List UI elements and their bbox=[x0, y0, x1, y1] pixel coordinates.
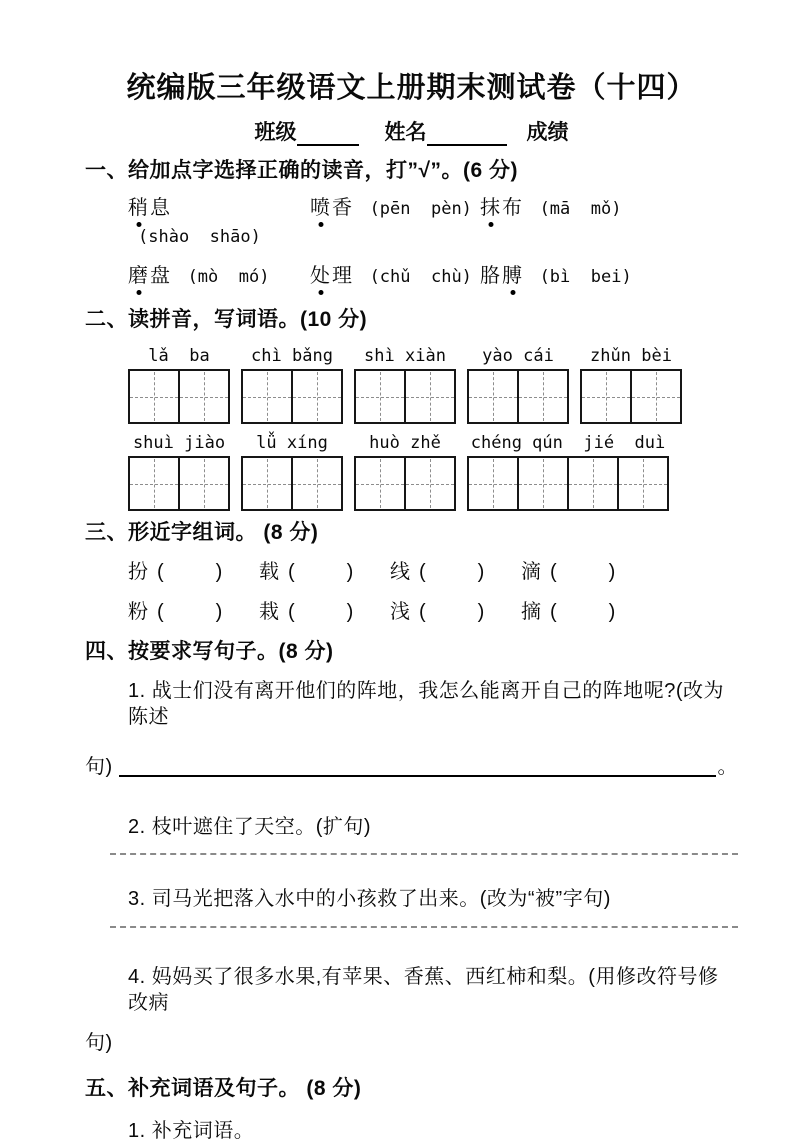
student-info-line bbox=[85, 120, 738, 146]
writing-cell bbox=[178, 458, 228, 509]
grid-group bbox=[580, 346, 682, 424]
writing-cell bbox=[356, 458, 404, 509]
character: 摘 bbox=[521, 601, 541, 623]
character: 扮 bbox=[128, 561, 148, 583]
pinyin-options: (pēn pèn) bbox=[369, 199, 472, 219]
writing-cell bbox=[469, 458, 517, 509]
character: 浅 bbox=[390, 601, 410, 623]
writing-cell bbox=[469, 371, 517, 422]
pinyin-options: (mā mǒ) bbox=[539, 199, 622, 219]
writing-cell bbox=[630, 371, 680, 422]
grid-group bbox=[128, 433, 230, 511]
writing-cell bbox=[617, 458, 667, 509]
character: 线 bbox=[390, 561, 410, 583]
word-item bbox=[128, 262, 310, 291]
pinyin-label: zhǔn bèi bbox=[590, 346, 672, 366]
tian-zi-grid bbox=[467, 369, 569, 424]
character: 滴 bbox=[521, 561, 541, 583]
writing-cell bbox=[582, 371, 630, 422]
word-row-1 bbox=[85, 194, 738, 251]
pinyin-options: (shào shāo) bbox=[138, 227, 261, 247]
word-text: 抹布 bbox=[480, 197, 524, 219]
question-1-text: 1. 战士们没有离开他们的阵地，我怎么能离开自己的阵地呢?(改为陈述 bbox=[128, 680, 725, 728]
pinyin-options: (mò mó) bbox=[187, 267, 270, 287]
name-label: 姓名 bbox=[384, 121, 427, 144]
char-pair: 滴 ( ) bbox=[521, 561, 616, 583]
answer-blank-line bbox=[119, 775, 716, 777]
question-4-text: 4. 妈妈买了很多水果,有苹果、香蕉、西红柿和梨。(用修改符号修改病 bbox=[128, 966, 719, 1014]
class-blank-line bbox=[297, 123, 359, 146]
question-1-answer-line bbox=[85, 754, 738, 780]
grid-group bbox=[354, 346, 456, 424]
grid-row-2 bbox=[85, 433, 738, 511]
writing-cell bbox=[178, 371, 228, 422]
word-text: 胳膊 bbox=[480, 265, 524, 287]
writing-cell bbox=[243, 371, 291, 422]
writing-cell bbox=[130, 371, 178, 422]
char-pair: 载 ( ) bbox=[259, 561, 354, 583]
char-pair: 栽 ( ) bbox=[259, 601, 354, 623]
pinyin-label: huò zhě bbox=[369, 433, 441, 453]
section-5-complete-phrases bbox=[85, 1076, 738, 1144]
grid-group bbox=[128, 346, 230, 424]
writing-cell bbox=[243, 458, 291, 509]
writing-cell bbox=[356, 371, 404, 422]
section-5-item-1: 1. 补充词语。 bbox=[128, 1120, 255, 1142]
name-blank-line bbox=[427, 123, 507, 146]
grid-group bbox=[241, 346, 343, 424]
pinyin-label: chì bǎng bbox=[251, 346, 333, 366]
char-pair: 摘 ( ) bbox=[521, 601, 616, 623]
question-1-wrap-text: 句) bbox=[85, 756, 113, 778]
dotted-char: 膊 bbox=[502, 262, 524, 290]
pinyin-label: lǚ xíng bbox=[256, 433, 328, 453]
character: 栽 bbox=[259, 601, 279, 623]
pinyin-options: (bì bei) bbox=[539, 267, 632, 287]
dotted-char: 处 bbox=[310, 262, 332, 290]
score-label: 成绩 bbox=[526, 121, 569, 144]
writing-cell bbox=[291, 371, 341, 422]
section-4-heading: 四、按要求写句子。(8 分) bbox=[85, 640, 334, 663]
word-text: 处理 bbox=[310, 265, 354, 287]
pinyin-options: (chǔ chù) bbox=[369, 267, 472, 287]
section-5-heading: 五、补充词语及句子。 (8 分) bbox=[85, 1077, 362, 1100]
writing-cell bbox=[517, 371, 567, 422]
dotted-char: 抹 bbox=[480, 194, 502, 222]
word-text: 喷香 bbox=[310, 197, 354, 219]
tian-zi-grid bbox=[241, 456, 343, 511]
pair-row-2 bbox=[85, 599, 738, 625]
pinyin-label: shì xiàn bbox=[364, 346, 446, 366]
word-item bbox=[310, 194, 480, 251]
section-1-heading: 一、给加点字选择正确的读音，打”√”。(6 分) bbox=[85, 159, 519, 182]
tian-zi-grid bbox=[128, 369, 230, 424]
grid-group bbox=[467, 346, 569, 424]
period-mark: 。 bbox=[717, 756, 738, 778]
tian-zi-grid bbox=[128, 456, 230, 511]
character: 载 bbox=[259, 561, 279, 583]
writing-cell bbox=[567, 458, 617, 509]
question-3-text: 3. 司马光把落入水中的小孩救了出来。(改为“被”字句) bbox=[128, 888, 611, 910]
section-1-pronunciation bbox=[85, 158, 738, 291]
answer-dashed-line bbox=[110, 853, 738, 855]
grid-group bbox=[467, 433, 669, 511]
class-label: 班级 bbox=[254, 121, 297, 144]
char-pair: 扮 ( ) bbox=[128, 561, 223, 583]
page-title: 统编版三年级语文上册期末测试卷（十四） bbox=[126, 72, 697, 104]
writing-cell bbox=[404, 458, 454, 509]
char-pair: 粉 ( ) bbox=[128, 601, 223, 623]
word-text: 磨盘 bbox=[128, 265, 172, 287]
section-3-heading: 三、形近字组词。 (8 分) bbox=[85, 521, 319, 544]
writing-cell bbox=[404, 371, 454, 422]
word-item bbox=[480, 262, 632, 291]
tian-zi-grid bbox=[467, 456, 669, 511]
pinyin-label: yào cái bbox=[482, 346, 554, 366]
section-2-pinyin-writing bbox=[85, 307, 738, 511]
pinyin-label: chéng qún jié duì bbox=[470, 433, 666, 453]
tian-zi-grid bbox=[580, 369, 682, 424]
section-3-similar-characters bbox=[85, 520, 738, 625]
grid-group bbox=[241, 433, 343, 511]
tian-zi-grid bbox=[241, 369, 343, 424]
tian-zi-grid bbox=[354, 369, 456, 424]
dotted-char: 磨 bbox=[128, 262, 150, 290]
dotted-char: 喷 bbox=[310, 194, 332, 222]
word-item bbox=[480, 194, 621, 251]
section-2-heading: 二、读拼音，写词语。(10 分) bbox=[85, 308, 368, 331]
word-text: 稍息 bbox=[128, 197, 172, 219]
pinyin-label: shuì jiào bbox=[132, 433, 226, 453]
writing-cell bbox=[517, 458, 567, 509]
question-4-wrap-text: 句) bbox=[85, 1032, 113, 1054]
word-item bbox=[310, 262, 480, 291]
char-pair: 线 ( ) bbox=[390, 561, 485, 583]
question-2-text: 2. 枝叶遮住了天空。(扩句) bbox=[128, 816, 372, 838]
grid-row-1 bbox=[85, 346, 738, 424]
grid-group bbox=[354, 433, 456, 511]
word-item bbox=[128, 194, 310, 251]
word-row-2 bbox=[85, 262, 738, 291]
pair-row-1 bbox=[85, 559, 738, 585]
character: 粉 bbox=[128, 601, 148, 623]
answer-dashed-line bbox=[110, 926, 738, 928]
tian-zi-grid bbox=[354, 456, 456, 511]
writing-cell bbox=[291, 458, 341, 509]
dotted-char: 稍 bbox=[128, 194, 150, 222]
char-pair: 浅 ( ) bbox=[390, 601, 485, 623]
pinyin-label: lǎ ba bbox=[148, 346, 210, 366]
writing-cell bbox=[130, 458, 178, 509]
section-4-sentences bbox=[85, 639, 738, 1056]
